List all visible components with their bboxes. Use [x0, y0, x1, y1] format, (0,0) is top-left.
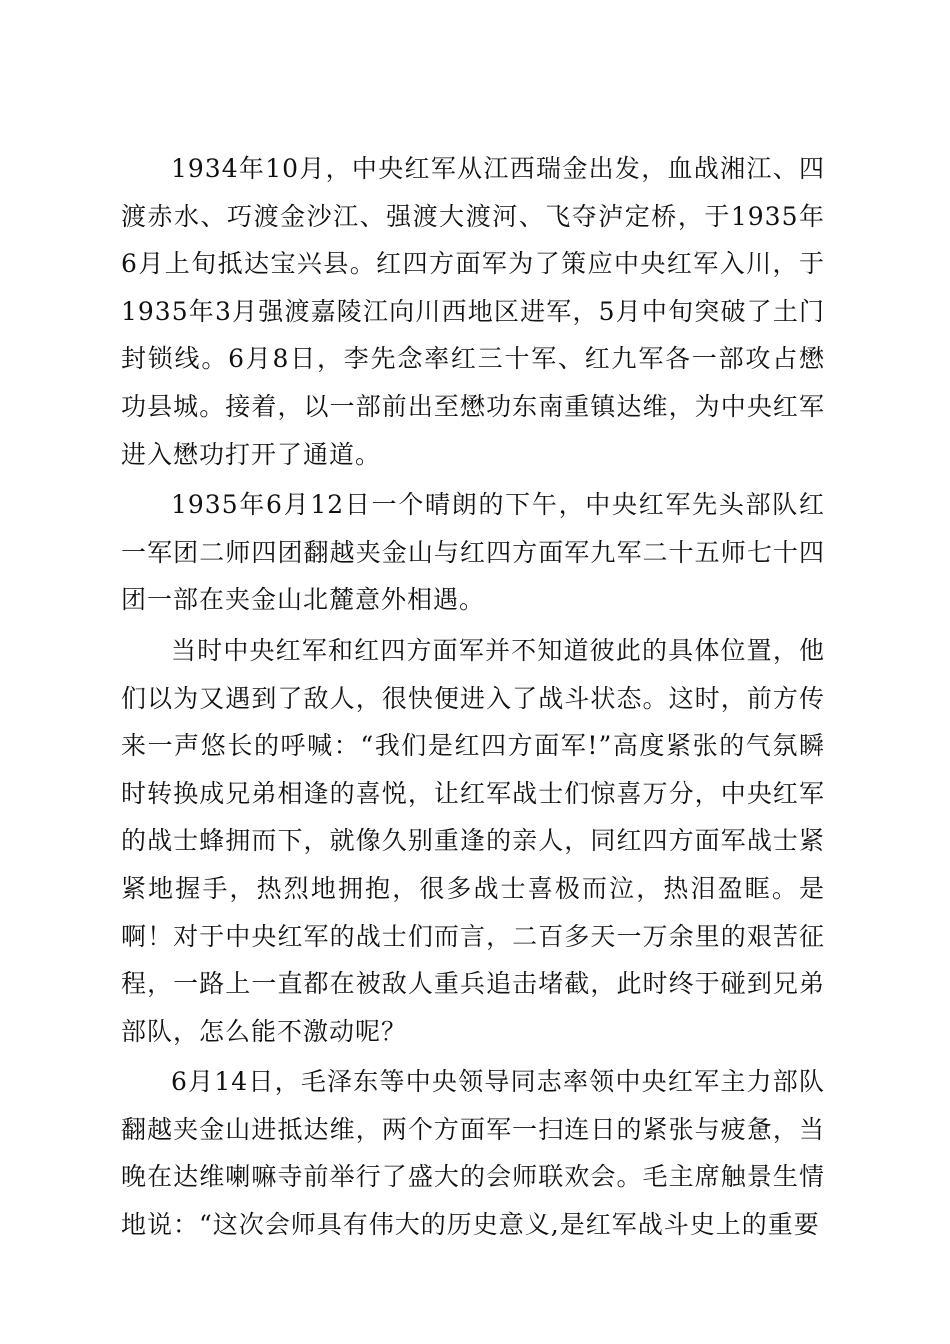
paragraph-3: 当时中央红军和红四方面军并不知道彼此的具体位置，他们以为又遇到了敌人，很快便进入了战斗状态。这时，前方传来一声悠长的呼喊：“我们是红四方面军!”高度紧张的气氛瞬时转换成兄弟相逢的喜悦，让红军战士们惊喜万分，中央红军的战士蜂拥而下，就像久别重逢的亲人，同红四方面军战士紧紧地握手，热烈地拥抱，很多战士喜极而泣，热泪盈眶。是啊！对于中央红军的战士们而言，二百多天一万余里的艰苦征程，一路上一直都在被敌人重兵追击堵截，此时终于碰到兄弟部队，怎么能不激动呢？ [121, 635, 825, 1046]
paragraph-1: 1934年10月，中央红军从江西瑞金出发，血战湘江、四渡赤水、巧渡金沙江、强渡大渡河、飞夺泸定桥，于1935年6月上旬抵达宝兴县。红四方面军为了策应中央红军入川，于1935年3月强渡嘉陵江向川西地区进军，5月中旬突破了土门封锁线。6月8日，李先念率红三十军、红九军各一部攻占懋功县城。接着，以一部前出至懋功东南重镇达维，为中央红军进入懋功打开了通道。 [121, 154, 825, 469]
paragraph-4: 6月14日，毛泽东等中央领导同志率领中央红军主力部队翻越夹金山进抵达维，两个方面军一扫连日的紧张与疲惫，当晚在达维喇嘛寺前举行了盛大的会师联欢会。毛主席触景生情地说：“这次会师具有伟大的历史意义,是红军战斗史上的重要 [121, 1067, 825, 1240]
paragraph-2: 1935年6月12日一个晴朗的下午，中央红军先头部队红一军团二师四团翻越夹金山与红四方面军九军二十五师七十四团一部在夹金山北麓意外相遇。 [121, 490, 825, 615]
document-body [121, 145, 825, 1252]
